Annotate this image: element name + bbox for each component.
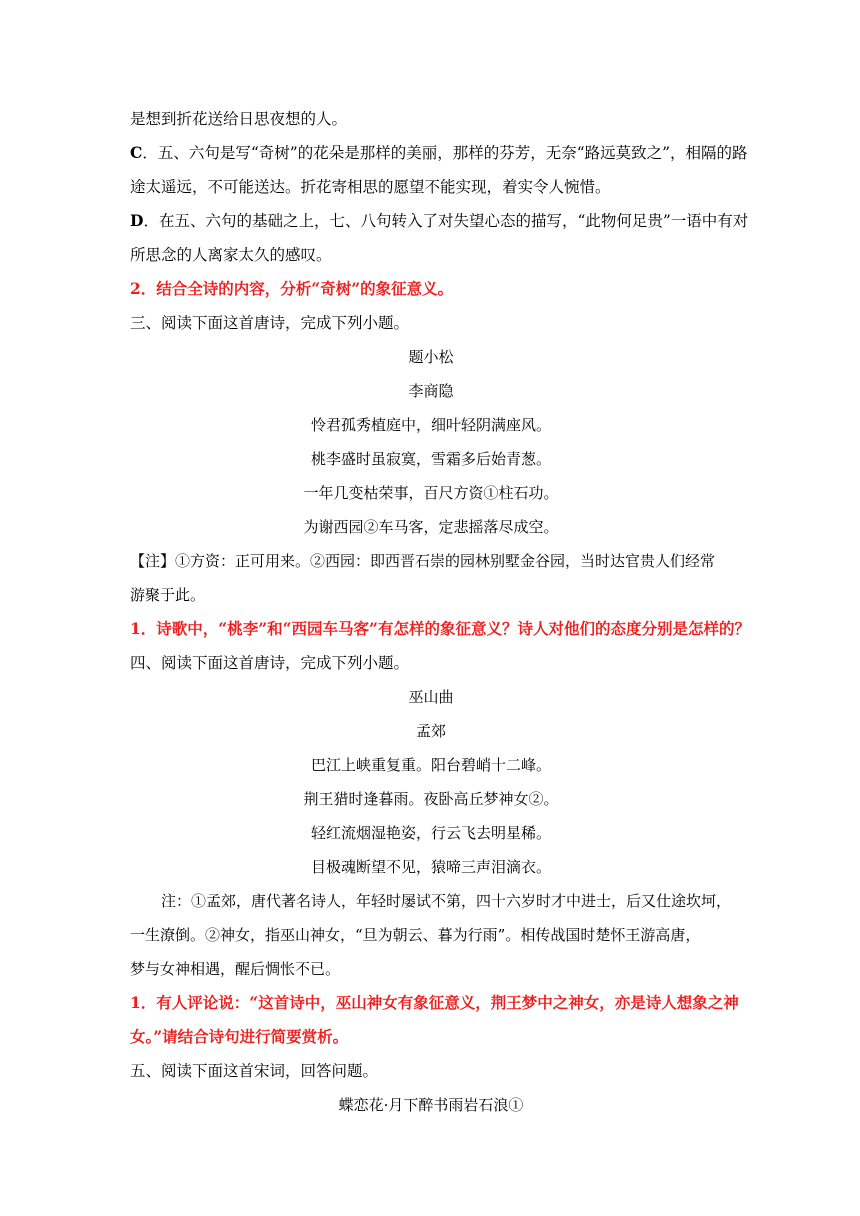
section-3-note-line2: 游聚于此。 xyxy=(130,586,206,604)
section-3-question-1: 1．诗歌中，“桃李”和“西园车马客”有怎样的象征意义？诗人对他们的态度分别是怎样的？ xyxy=(130,619,750,638)
poem-title-xiaosong: 题小松 xyxy=(408,348,454,366)
poem-title-dielianhua: 蝶恋花·月下醉书雨岩石浪① xyxy=(338,1096,524,1114)
section-4-note-line2: 一生潦倒。②神女，指巫山神女，“旦为朝云、暮为行雨”。相传战国时楚怀王游高唐， xyxy=(130,926,701,944)
question-2: 2．结合全诗的内容，分析“奇树”的象征意义。 xyxy=(130,279,454,298)
option-c-line1 xyxy=(130,136,748,170)
option-d-label: D xyxy=(130,211,144,230)
poem-line: 荆王猎时逢暮雨。夜卧高丘梦神女②。 xyxy=(303,790,559,808)
section-5-heading: 五、阅读下面这首宋词，回答问题。 xyxy=(130,1062,379,1080)
poem-title-wushanqu: 巫山曲 xyxy=(408,688,454,706)
section-4-question-1-line1: 1．有人评论说：“这首诗中，巫山神女有象征意义，荆王梦中之神女，亦是诗人想象之神 xyxy=(130,993,739,1012)
section-3-heading: 三、阅读下面这首唐诗，完成下列小题。 xyxy=(130,314,410,332)
option-d-line2: 所思念的人离家太久的感叹。 xyxy=(130,246,332,264)
section-4-question-1-line2: 女。”请结合诗句进行简要赏析。 xyxy=(130,1027,349,1046)
poem-line: 为谢西园②车马客，定悲摇落尽成空。 xyxy=(303,518,559,536)
section-3-note-line1: 【注】①方资：正可用来。②西园：即西晋石崇的园林别墅金谷园，当时达官贵人们经常 xyxy=(130,552,716,570)
poem-author-lishangyin: 李商隐 xyxy=(408,382,454,400)
option-d-line1 xyxy=(130,204,749,238)
section-4-note-line3: 梦与女神相遇，醒后惆怅不已。 xyxy=(130,960,341,978)
option-d-text: ．在五、六句的基础之上，七、八句转入了对失望心态的描写，“此物何足贵”一语中有对 xyxy=(143,212,749,230)
poem-line: 目极魂断望不见，猿啼三声泪滴衣。 xyxy=(310,858,551,876)
section-4-note-line1: 注：①孟郊，唐代著名诗人，年轻时屡试不第，四十六岁时才中进士，后又仕途坎坷， xyxy=(161,892,732,910)
option-c-label: C xyxy=(130,143,143,162)
poem-line: 怜君孤秀植庭中，细叶轻阴满座风。 xyxy=(310,416,551,434)
poem-line: 轻红流烟湿艳姿，行云飞去明星稀。 xyxy=(310,824,551,842)
poem-line: 桃李盛时虽寂寞，雪霜多后始青葱。 xyxy=(310,450,551,468)
section-4-heading: 四、阅读下面这首唐诗，完成下列小题。 xyxy=(130,654,410,672)
paragraph-continuation: 是想到折花送给日思夜想的人。 xyxy=(130,110,348,128)
poem-line: 一年几变枯荣事，百尺方资①柱石功。 xyxy=(303,484,559,502)
option-c-line2: 途太遥远，不可能送达。折花寄相思的愿望不能实现，着实令人惋惜。 xyxy=(130,178,611,196)
poem-line: 巴江上峡重复重。阳台碧峭十二峰。 xyxy=(310,756,551,774)
document-page xyxy=(130,102,750,1122)
poem-author-mengjiao: 孟郊 xyxy=(415,722,446,740)
option-c-text: ．五、六句是写“奇树”的花朵是那样的美丽，那样的芬芳，无奈“路远莫致之”，相隔的路 xyxy=(142,144,748,162)
